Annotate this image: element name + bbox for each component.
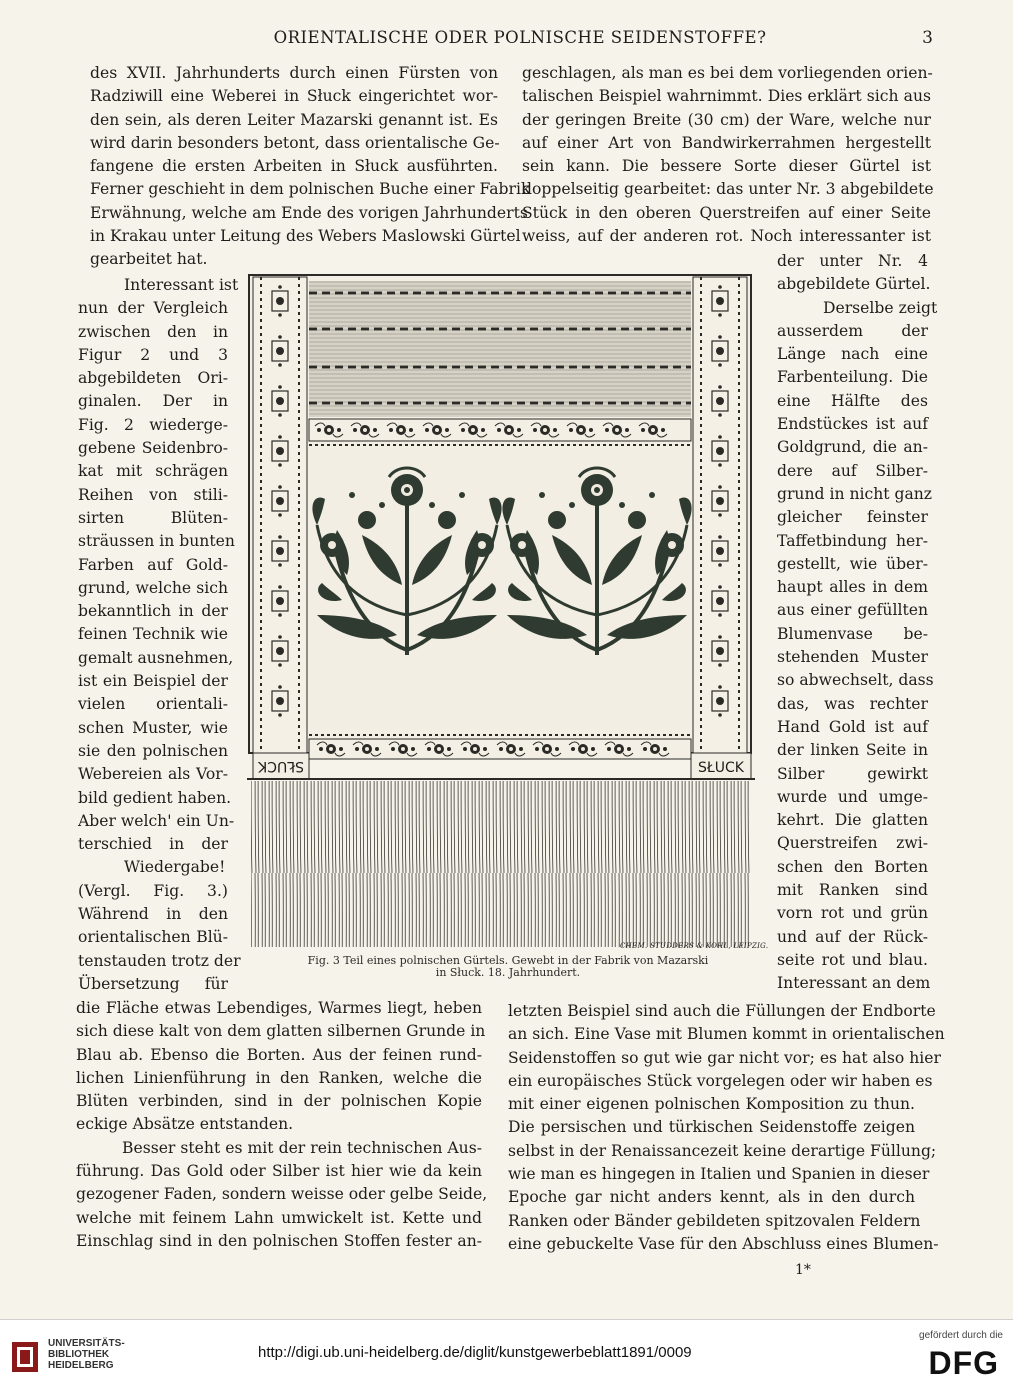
text-line: führung. Das Gold oder Silber ist hier wie da kein [76, 1162, 482, 1181]
caption-line-1: Fig. 3 Teil eines polnischen Gürtels. Gewebt in der Fabrik von Mazarski [307, 954, 709, 967]
dfg-logo: DFG [928, 1345, 999, 1381]
text-line: Endstückes ist auf [777, 415, 928, 434]
text-line: talischen Beispiel wahrnimmt. Dies erklärt sich aus [522, 87, 931, 106]
belt-illustration [247, 273, 757, 963]
text-line: bild gedient haben. [78, 788, 232, 807]
library-name-line-2: BIBLIOTHEK [48, 1349, 110, 1360]
text-line: ginalen. Der in [78, 392, 228, 411]
text-line: Querstreifen zwi- [777, 834, 928, 853]
text-line: tenstauden trotz der [78, 951, 241, 970]
text-line: eine Hälfte des [777, 391, 928, 410]
text-line: der unter Nr. 4 [777, 252, 928, 270]
text-line: ist ein Beispiel der [78, 672, 228, 691]
footer-bar [0, 1319, 1013, 1394]
inscription-right: SŁUCK [698, 760, 744, 776]
text-line: des XVII. Jahrhunderts durch einen Fürsten von [90, 64, 498, 82]
lower-ornament-band [309, 735, 691, 759]
text-line: in Krakau unter Leitung des Webers Maslowski Gürtel [90, 227, 521, 246]
text-line: sirten Blüten- [78, 508, 228, 527]
text-line: Goldgrund, die an- [777, 438, 928, 457]
inscription-left: SŁUCK [258, 758, 304, 774]
text-line: Ranken oder Bänder gebildeten spitzovalen Feldern [508, 1211, 921, 1230]
right-column-top [522, 62, 934, 248]
text-line: Interessant an dem [777, 974, 931, 993]
text-line: das, was rechter [777, 694, 928, 713]
text-line: schen Muster, wie [78, 718, 228, 737]
engraver-signature: CHEM. STUDDERS & KOHL, LEIPZIG. [620, 942, 769, 950]
text-line: kehrt. Die glatten [777, 811, 928, 830]
text-line: Während in den [78, 905, 228, 924]
text-line: gleicher feinster [777, 508, 928, 527]
text-line: auf einer Art von Bandwirkerrahmen hergestellt [522, 133, 931, 152]
text-line: Wiedergabe! [124, 858, 226, 877]
text-line: geschlagen, als man es bei dem vorliegenden orien- [522, 64, 933, 82]
text-line: die Fläche etwas Lebendiges, Warmes liegt, heben [76, 999, 482, 1017]
text-line: haupt alles in dem [777, 578, 928, 597]
funded-by-label: gefördert durch die [919, 1330, 1003, 1341]
text-line: grund, welche sich [78, 578, 228, 597]
signature-mark: 1* [795, 1262, 811, 1278]
text-line: wurde und umge- [777, 787, 928, 806]
text-line: Erwähnung, welche am Ende des vorigen Jahrhunderts [90, 203, 528, 222]
library-name-line-1: UNIVERSITÄTS- [48, 1338, 125, 1349]
text-line: vorn rot und grün [777, 904, 928, 923]
text-line: Seidenstoffen so gut wie gar nicht vor; es hat also hier [508, 1048, 941, 1067]
text-line: (Vergl. Fig. 3.) [78, 881, 228, 900]
library-name-line-3: HEIDELBERG [48, 1360, 114, 1371]
text-line: eine gebuckelte Vase für den Abschluss eines Blumen- [508, 1234, 939, 1253]
text-line: weiss, auf der anderen rot. Noch interessanter ist [522, 227, 931, 246]
text-line: Webereien als Vor- [78, 765, 228, 784]
text-line: dere auf Silber- [777, 461, 928, 480]
page-number: 3 [922, 28, 933, 48]
text-line: Stück in den oberen Querstreifen auf einer Seite [522, 203, 931, 222]
text-line: Silber gewirkt [777, 764, 928, 783]
text-line: feinen Technik wie [78, 625, 228, 644]
text-line: Besser steht es mit der rein technischen Aus- [122, 1138, 482, 1157]
text-line: selbst in der Renaissancezeit keine derartige Füllung; [508, 1141, 937, 1160]
source-url-link[interactable]: http://digi.ub.uni-heidelberg.de/diglit/kunstgewerbeblatt1891/0009 [258, 1344, 692, 1361]
text-line: Fig. 2 wiederge- [78, 415, 228, 434]
fringe [251, 781, 751, 947]
text-line: welche mit feinem Lahn umwickelt ist. Kette und [76, 1208, 482, 1227]
text-line: Hand Gold ist auf [777, 717, 928, 736]
text-line: Radziwill eine Weberei in Słuck eingerichtet wor- [90, 87, 498, 106]
text-line: mit einer eigenen polnischen Komposition zu thun. [508, 1095, 915, 1114]
text-line: seite rot und blau. [777, 950, 928, 969]
text-line: stehenden Muster [777, 648, 928, 667]
left-column-bottom [76, 997, 488, 1253]
cross-stripes [309, 281, 691, 417]
text-line: gebene Seidenbro- [78, 439, 228, 458]
text-line: kat mit schrägen [78, 462, 228, 481]
text-line: bekanntlich in der [78, 602, 228, 621]
text-line: abgebildeten Ori- [78, 369, 228, 388]
text-line: eckige Absätze entstanden. [76, 1115, 294, 1134]
text-line: den sein, als deren Leiter Mazarski genannt ist. Es [90, 110, 498, 129]
text-line: Übersetzung für [78, 974, 228, 993]
text-line: an sich. Eine Vase mit Blumen kommt in orientalischen [508, 1025, 945, 1044]
text-line: gearbeitet hat. [90, 250, 208, 269]
text-line: terschied in der [78, 835, 228, 854]
text-line: sträussen in bunten [78, 532, 235, 551]
text-line: Blumenvase be- [777, 624, 928, 643]
text-line: abgebildete Gürtel. [777, 275, 931, 294]
right-column-narrow [777, 250, 938, 996]
caption-line-2: in Słuck. 18. Jahrhundert. [435, 966, 581, 979]
text-line: Aber welch' ein Un- [78, 811, 235, 830]
text-line: Ferner geschieht in dem polnischen Buche einer Fabrik [90, 180, 531, 199]
text-line: Einschlag sind in den polnischen Stoffen fester an- [76, 1231, 482, 1250]
text-line: Figur 2 und 3 [78, 345, 228, 364]
text-line: wie man es hingegen in Italien und Spanien in dieser [508, 1165, 930, 1184]
left-border [253, 277, 307, 753]
right-column-bottom [508, 1000, 945, 1256]
text-line: fangene die ersten Arbeiten in Słuck ausführten. [90, 157, 498, 176]
text-line: wird darin besonders betont, dass orientalische Ge- [90, 133, 500, 152]
text-line: der linken Seite in [777, 741, 928, 760]
text-line: lichen Linienführung in den Ranken, welche die [76, 1068, 482, 1087]
running-title: ORIENTALISCHE ODER POLNISCHE SEIDENSTOFFE? [273, 28, 767, 47]
text-line: zwischen den in [78, 322, 228, 341]
text-line: Farbenteilung. Die [777, 368, 928, 387]
text-line: Derselbe zeigt [823, 298, 938, 317]
page-header [0, 24, 1013, 54]
text-line: sie den polnischen [78, 741, 228, 760]
right-border [693, 277, 747, 753]
library-name [48, 1338, 125, 1371]
text-line: gezogener Faden, sondern weisse oder gelbe Seide, [76, 1185, 488, 1204]
text-line: orientalischen Blü- [78, 928, 228, 947]
upper-ornament-band [309, 419, 691, 445]
text-line: Blüten verbinden, sind in der polnischen Kopie [76, 1092, 482, 1111]
text-line: schen den Borten [777, 857, 928, 876]
text-line: letzten Beispiel sind auch die Füllungen der Endborte [508, 1002, 936, 1020]
left-column-narrow [78, 274, 241, 996]
text-line: ein europäisches Stück vorgelegen oder wir haben es [508, 1071, 933, 1090]
text-line: Reihen von stili- [78, 485, 228, 504]
text-line: Die persischen und türkischen Seidenstoffe zeigen [508, 1118, 915, 1137]
text-line: gestellt, wie über- [777, 554, 928, 573]
text-line: ausserdem der [777, 321, 928, 340]
text-line: gemalt ausnehmen, [78, 648, 234, 667]
figure-belt [247, 273, 757, 963]
text-line: aus einer gefüllten [777, 601, 928, 620]
text-line: nun der Vergleich [78, 299, 228, 318]
text-line: Länge nach eine [777, 345, 928, 364]
text-line: mit Ranken sind [777, 881, 928, 900]
text-line: so abwechselt, dass [777, 671, 934, 690]
figure-caption [258, 955, 758, 979]
text-line: Farben auf Gold- [78, 555, 228, 574]
text-line: Epoche gar nicht anders kennt, als in den durch [508, 1188, 915, 1207]
left-column-top [90, 62, 531, 272]
text-line: und auf der Rück- [777, 927, 928, 946]
text-line: grund in nicht ganz [777, 484, 933, 503]
text-line: Interessant ist [124, 276, 239, 294]
library-logo-icon [10, 1340, 40, 1374]
text-line: vielen orientali- [78, 695, 228, 714]
text-line: doppelseitig gearbeitet: das unter Nr. 3 abgebildete [522, 180, 934, 199]
text-line: sich diese kalt von dem glatten silbernen Grunde in [76, 1022, 486, 1041]
text-line: der geringen Breite (30 cm) der Ware, welche nur [522, 110, 931, 129]
text-line: Blau ab. Ebenso die Borten. Aus der feinen rund- [76, 1045, 482, 1064]
text-line: Taffetbindung her- [777, 531, 928, 550]
text-line: sein kann. Die bessere Sorte dieser Gürtel ist [522, 157, 931, 176]
